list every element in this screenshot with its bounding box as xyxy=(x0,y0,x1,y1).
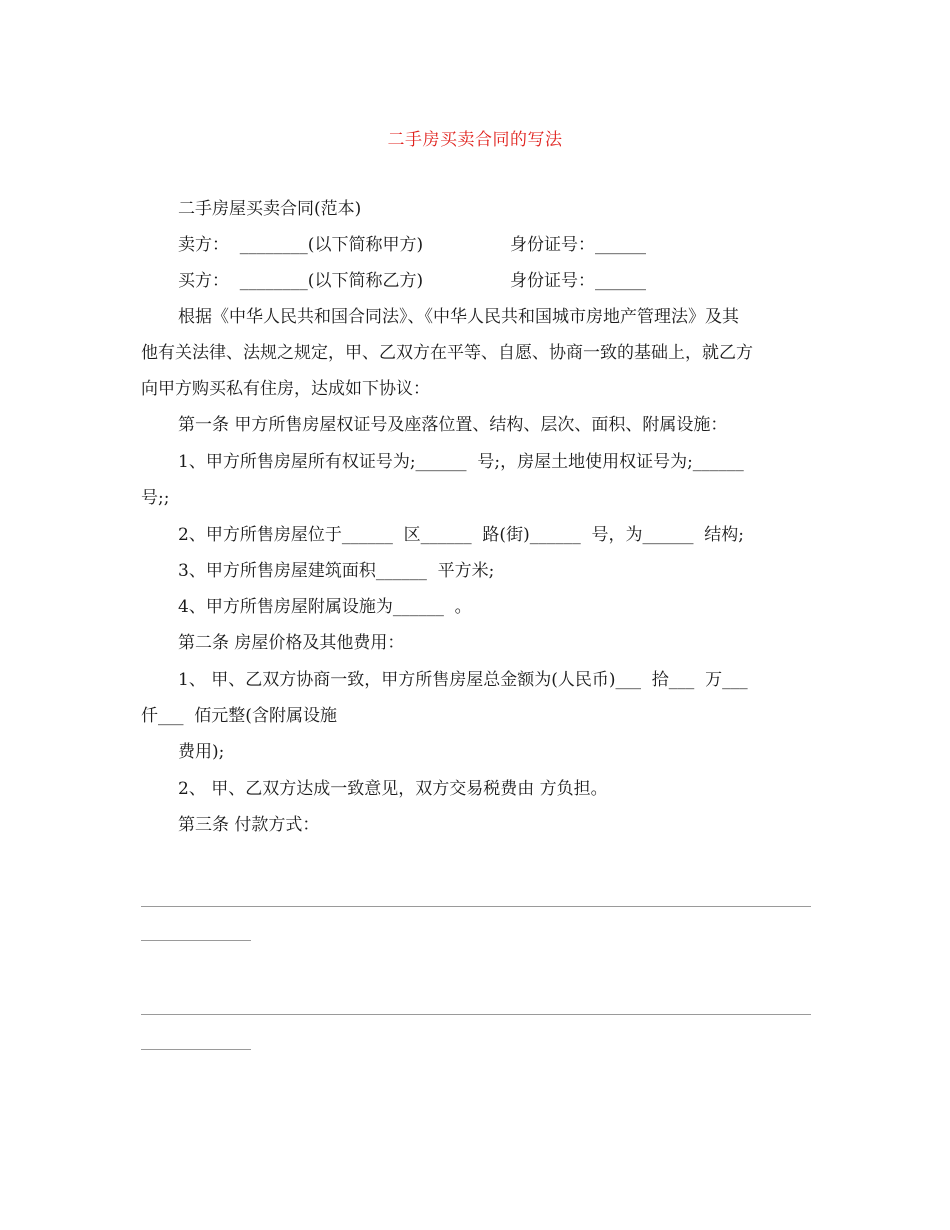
article-3-heading: 第三条 付款方式： xyxy=(178,815,320,835)
contract-heading: 二手房屋买卖合同(范本) xyxy=(178,199,362,219)
article-2-heading: 第二条 房屋价格及其他费用： xyxy=(178,633,405,653)
preamble-line-2: 他有关法律、法规之规定，甲、乙双方在平等、自愿、协商一致的基础上，就乙方 xyxy=(141,343,753,363)
article-2-item-2: 2、 甲、乙双方达成一致意见，双方交易税费由 方负担。 xyxy=(178,779,608,799)
document-title: 二手房买卖合同的写法 xyxy=(387,130,563,150)
article-2-item-1-cont: 仟___ 佰元整(含附属设施 xyxy=(141,706,337,726)
article-1-heading: 第一条 甲方所售房屋权证号及座落位置、结构、层次、面积、附属设施： xyxy=(178,415,728,435)
preamble-line-3: 向甲方购买私有住房，达成如下协议： xyxy=(141,379,430,399)
buyer-line: 买方： ________(以下简称乙方) xyxy=(178,271,424,291)
seller-line: 卖方： ________(以下简称甲方) xyxy=(178,235,424,255)
article-2-item-1-cont-2: 费用); xyxy=(178,742,225,762)
blank-rule-2-tail xyxy=(141,1049,251,1050)
seller-id-line: 身份证号：______ xyxy=(510,235,646,255)
blank-rule-1 xyxy=(141,906,811,907)
article-1-item-4: 4、甲方所售房屋附属设施为______ 。 xyxy=(178,597,472,617)
article-1-item-3: 3、甲方所售房屋建筑面积______ 平方米; xyxy=(178,561,495,581)
blank-rule-2 xyxy=(141,1014,811,1015)
article-1-item-1: 1、甲方所售房屋所有权证号为;______ 号;，房屋土地使用权证号为;______ xyxy=(178,452,744,472)
preamble-line-1: 根据《中华人民共和国合同法》、《中华人民共和国城市房地产管理法》及其 xyxy=(178,307,739,327)
buyer-id-line: 身份证号：______ xyxy=(510,271,646,291)
article-2-item-1: 1、 甲、乙双方协商一致，甲方所售房屋总金额为(人民币)___ 拾___ 万___ xyxy=(178,670,748,690)
article-1-item-2: 2、甲方所售房屋位于______ 区______ 路(街)______ 号，为______ 结构; xyxy=(178,525,745,545)
article-1-item-1-cont: 号;; xyxy=(141,488,170,508)
blank-rule-1-tail xyxy=(141,940,251,941)
